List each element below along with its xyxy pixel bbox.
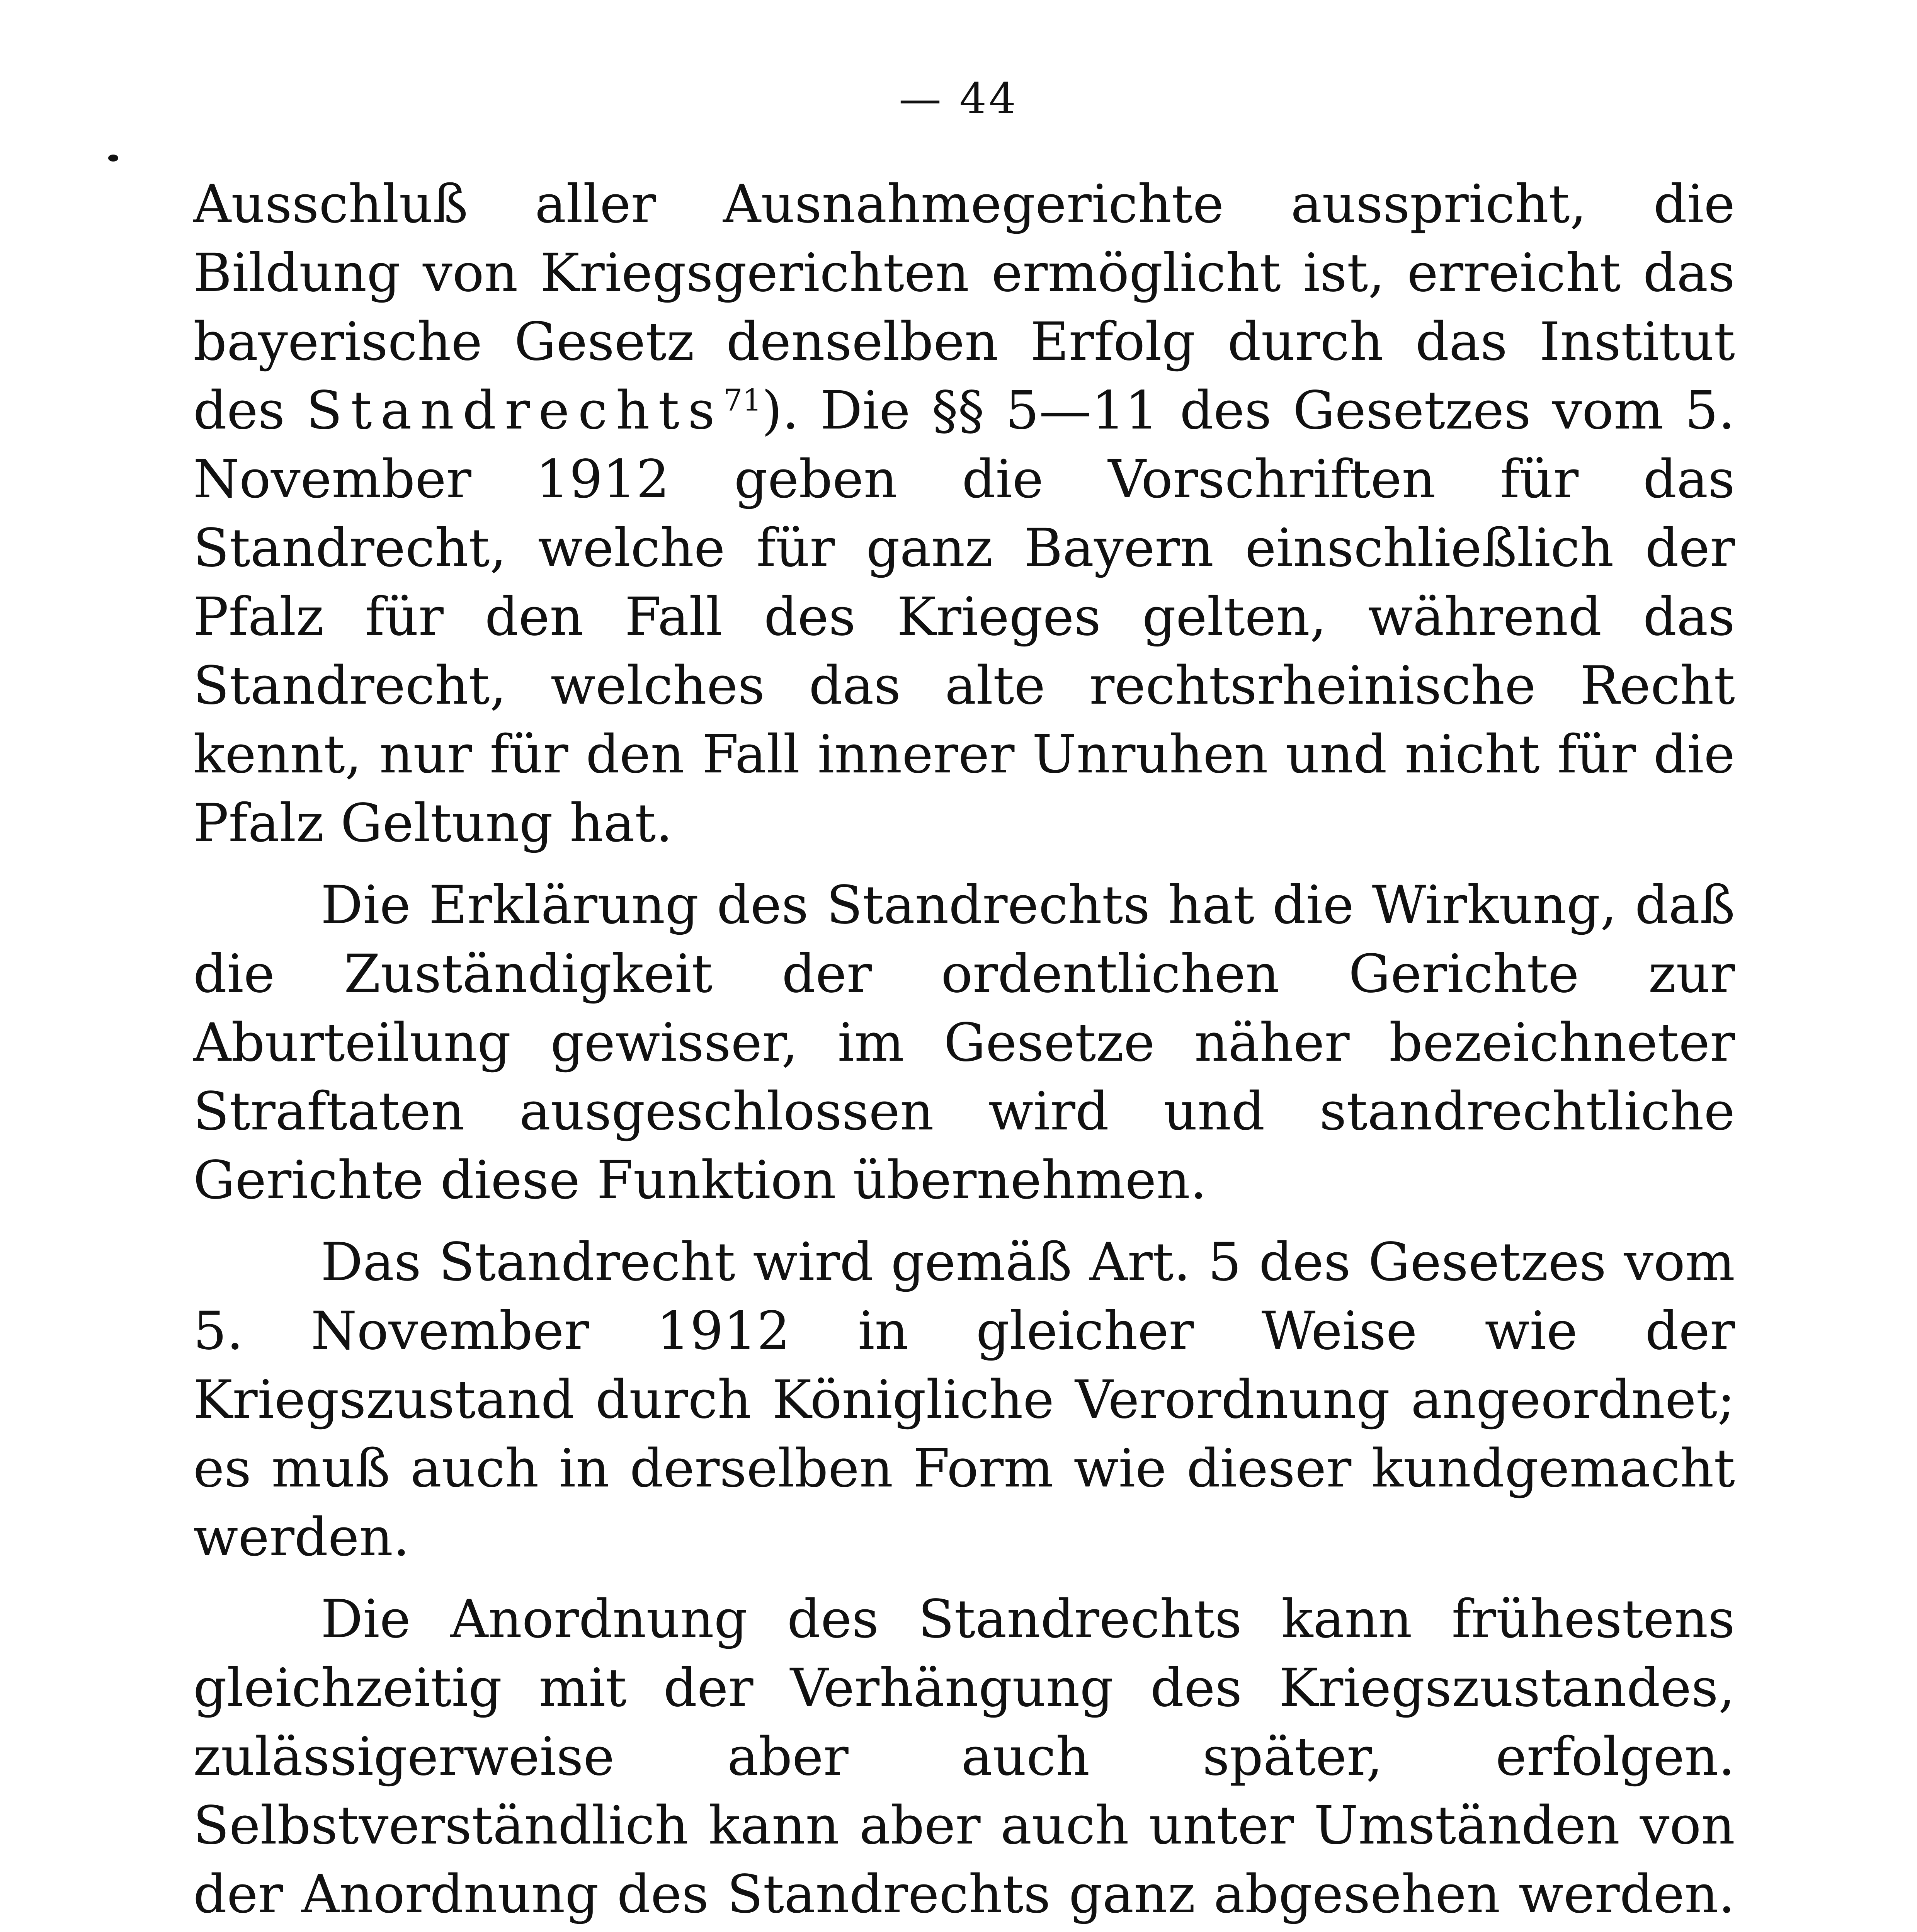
- page-number: — 44: [899, 74, 1018, 123]
- paragraph: [193, 170, 1735, 858]
- paragraph-text: Die Anordnung des Standrechts kann frühestens gleichzeitig mit der Verhängung des Kriegszustandes, zulässigerweise aber auch später, erfolgen. Selbstverständlich kann aber auch unter Umständen von der Anordnung des Standrechts ganz abgesehen werden.: [193, 1589, 1735, 1925]
- footnote-reference: 71: [723, 383, 762, 418]
- spaced-term: Standrechts: [306, 380, 723, 441]
- print-speck: [108, 155, 118, 162]
- paragraph-text: ). Die §§ 5—11 des Gesetzes vom 5. November 1912 geben die Vorschriften für das Standrecht, welche für ganz Bayern einschließlich der Pfalz für den Fall des Krieges gelten, während das Standrecht, welches das alte rechtsrheinische Recht kennt, nur für den Fall innerer Unruhen und nicht für die Pfalz Geltung hat.: [193, 380, 1735, 854]
- paragraph-text: Ausschluß aller Ausnahmegerichte ausspricht, die Bildung von Kriegsgerichten ermöglicht ist, erreicht das bayerische Gesetz denselben Erfolg durch das Institut des: [193, 174, 1735, 441]
- paragraph: Das Standrecht wird gemäß Art. 5 des Gesetzes vom 5. November 1912 in gleicher Weise wie der Kriegszustand durch Königliche Verordnung angeordnet; es muß auch in derselben Form wie dieser kundgemacht werden.: [193, 1232, 1735, 1568]
- paragraph: [193, 1585, 1735, 1932]
- paragraph: Die Erklärung des Standrechts hat die Wirkung, daß die Zuständigkeit der ordentlichen Gerichte zur Aburteilung gewisser, im Gesetze näher bezeichneter Straftaten ausgeschlossen wird und standrechtliche Gerichte diese Funktion übernehmen.: [193, 875, 1735, 1211]
- body-text: [193, 170, 1735, 1932]
